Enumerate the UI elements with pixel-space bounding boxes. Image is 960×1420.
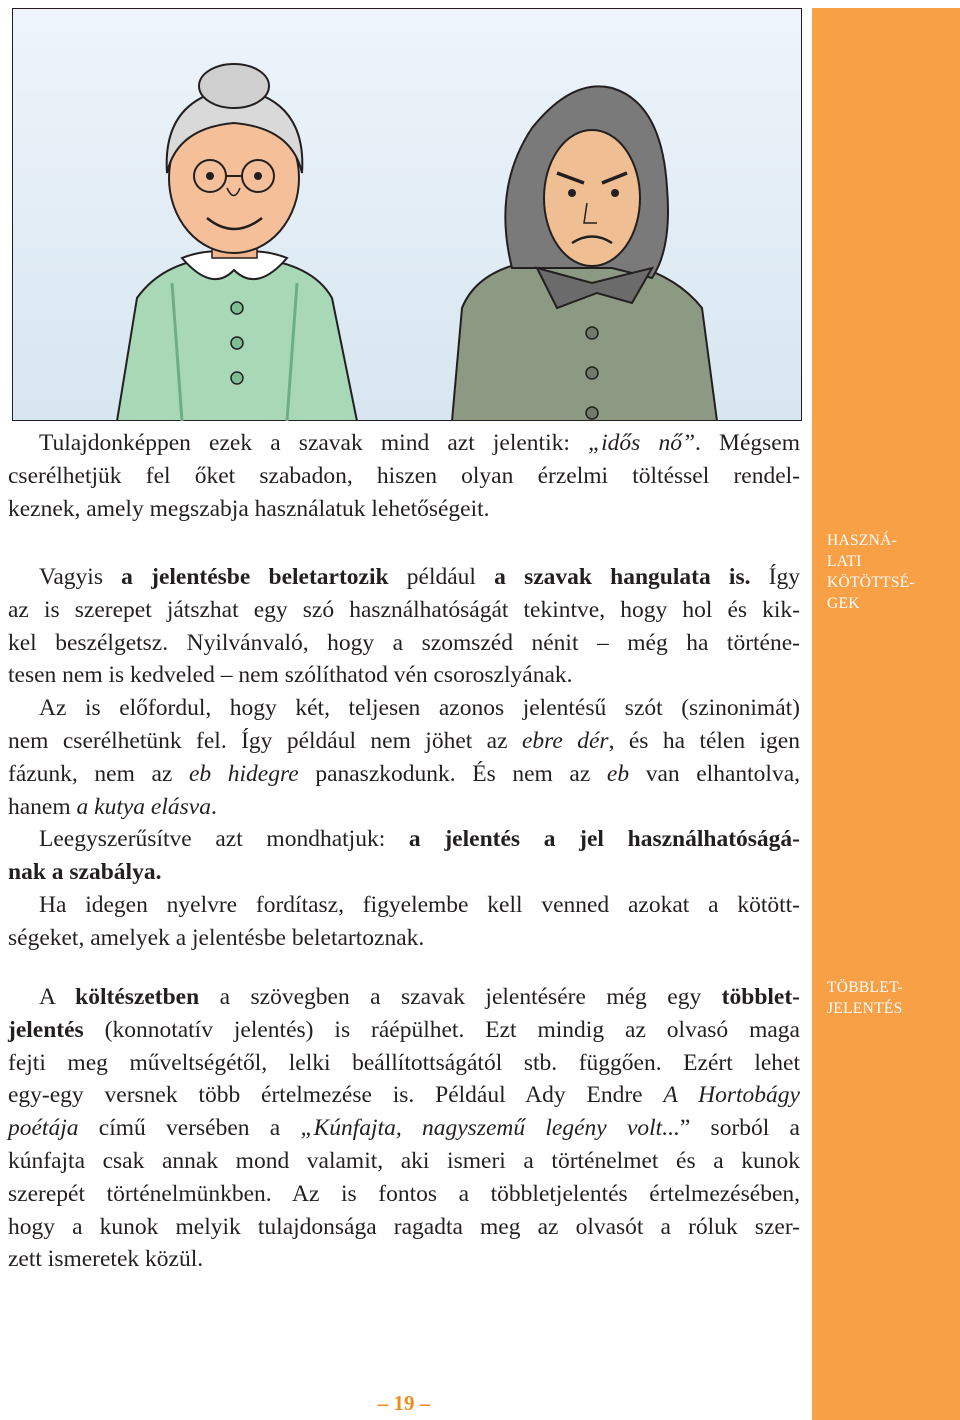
text-line: A költészetben a szövegben a szavak jelentésére még egy többlet- [39, 984, 800, 1010]
text-line: zett ismeretek közül. [8, 1246, 204, 1273]
illustration-two-old-women [12, 8, 802, 421]
bold-text: többlet- [721, 984, 800, 1010]
margin-label-line: JELENTÉS [827, 1000, 903, 1017]
text-line [8, 856, 800, 889]
text-line: tesen nem is kedveled – nem szólíthatod vén csoroszlyának. [8, 662, 573, 689]
paragraph-2 [8, 561, 800, 955]
text-line: szerepét történelmünkben. Az is fontos a többletjelentés értelmezésében, [8, 1180, 800, 1207]
text-line: kel beszélgetsz. Nyilvánvaló, hogy a szomszéd nénit – még ha történe- [8, 629, 800, 656]
margin-label-line: LATI [827, 553, 862, 570]
page-number: – 19 – [377, 1391, 431, 1415]
text-line: Tulajdonképpen ezek a szavak mind azt jelentik: „idős nő”. Mégsem [39, 430, 800, 456]
margin-label-line: TÖBBLET- [827, 979, 903, 996]
text-line: jelentés (konnotatív jelentés) is ráépülhet. Ezt mindig az olvasó maga [8, 1016, 800, 1043]
text-line: egy-egy versnek több értelmezése is. Például Ady Endre A Hortobágy [8, 1082, 800, 1109]
margin-label-tobbletjelentes [827, 977, 947, 1019]
margin-label-line: HASZNÁ- [827, 532, 898, 549]
text-line: keznek, amely megszabja használatuk lehetőségeit. [8, 495, 490, 522]
text-line: kúnfajta csak annak mond valamit, aki ismeri a történelmet és a kunok [8, 1147, 800, 1174]
italic-text: eb hidegre [188, 760, 299, 787]
italic-text: a kutya elásva [76, 793, 211, 820]
text-line: az is szerepet játszhat egy szó használhatóságát tekintve, hogy hol és kik- [8, 596, 800, 623]
text-line: Vagyis a jelentésbe beletartozik például a szavak hangulata is. Így [39, 564, 801, 590]
text-line: Leegyszerűsítve azt mondhatjuk: a jelentés a jel használhatóságá- [39, 826, 800, 853]
bold-text: költészetben [75, 984, 200, 1010]
text-line: nem cserélhetünk fel. Így például nem jöhet az ebre dér, és ha télen igen [8, 727, 800, 754]
italic-text: „Kúnfajta, nagyszemű legény volt... [300, 1115, 680, 1142]
bold-text: a jelentésbe beletartozik [121, 564, 389, 590]
italic-text: ebre dér [521, 727, 609, 754]
bold-text: jelentés [8, 1016, 84, 1043]
text-line: ségeket, amelyek a jelentésbe beletartoznak. [8, 924, 425, 951]
italic-text: A Hortobágy [663, 1082, 800, 1109]
sidebar-margin-band [812, 8, 960, 1420]
italic-text: poétája [8, 1115, 79, 1142]
bold-text: a jelentés a jel használhatóságá- [408, 826, 800, 853]
text-line: poétája című versében a „Kúnfajta, nagyszemű legény volt...” sorból a [8, 1115, 800, 1142]
italic-text: „idős nő” [588, 430, 696, 456]
text-line: hogy a kunok melyik tulajdonsága ragadta meg az olvasót a róluk szer- [8, 1213, 800, 1240]
text-line: fejti meg műveltségétől, lelki beállítottságától stb. függően. Ezért lehet [8, 1049, 800, 1076]
text-line: cserélhetjük fel őket szabadon, hiszen olyan érzelmi töltéssel rendel- [8, 462, 800, 489]
text-line: Az is előfordul, hogy két, teljesen azonos jelentésű szót (szinonimát) [39, 695, 800, 722]
italic-text: eb [606, 760, 630, 787]
bold-text: a szavak hangulata is. [494, 564, 751, 590]
margin-label-line: GEK [827, 595, 860, 612]
bold-text: nak a szabálya. [8, 859, 162, 886]
paragraph-3 [8, 981, 800, 1276]
text-line: hanem a kutya elásva. [8, 793, 217, 820]
text-line: fázunk, nem az eb hidegre panaszkodunk. És nem az eb van elhantolva, [8, 760, 801, 787]
text-line: Ha idegen nyelvre fordítasz, figyelembe kell venned azokat a kötött- [39, 891, 800, 918]
paragraph-1 [8, 427, 800, 525]
margin-label-line: KÖTÖTTSÉ- [827, 574, 915, 591]
margin-label-hasznalati-kotottsegek [827, 530, 947, 614]
